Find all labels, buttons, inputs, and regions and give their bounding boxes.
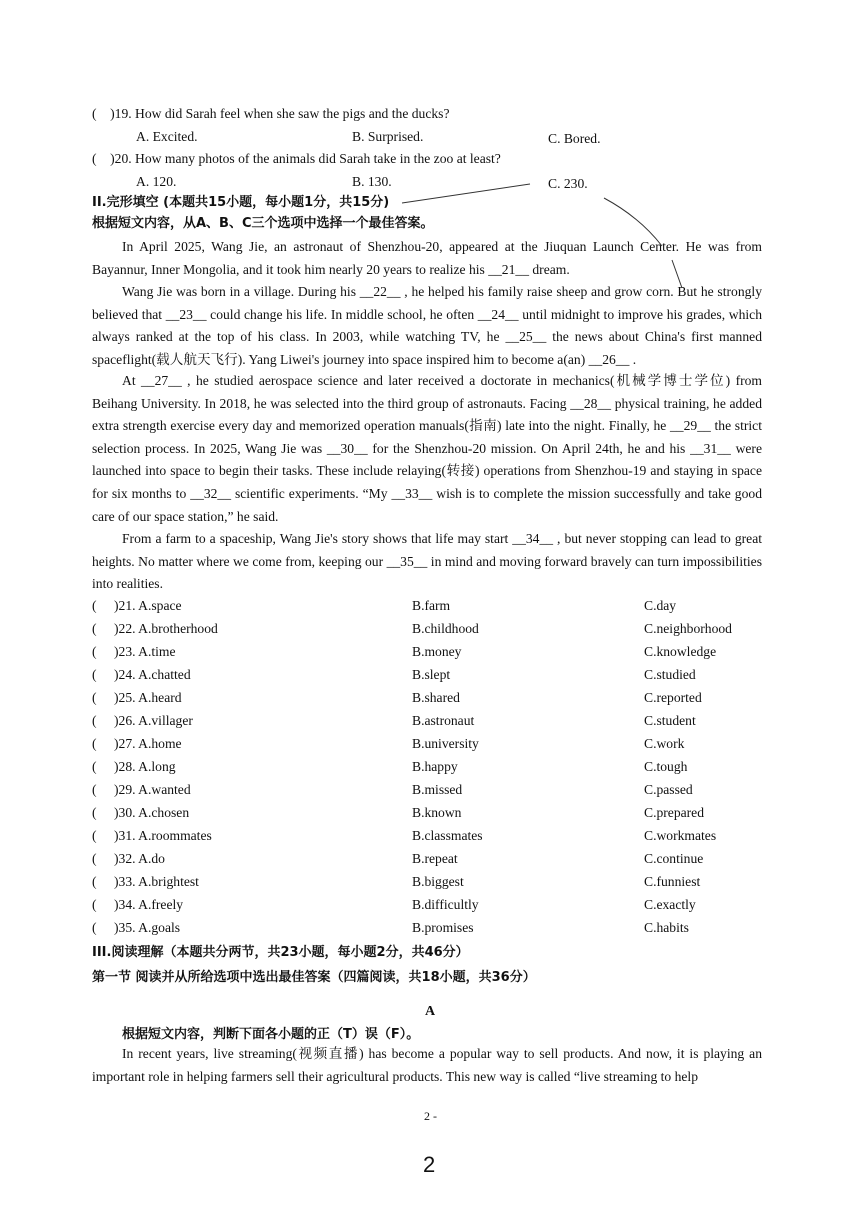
page-number: 2 xyxy=(423,1152,436,1177)
option-row-26: ( )26. A.villager B.astronaut C.student xyxy=(92,713,696,728)
question-19-stem: )19. How did Sarah feel when she saw the pigs and the ducks? xyxy=(110,106,450,121)
q19-option-a: A. Excited. xyxy=(136,129,198,144)
option-row-28: ( )28. A.long B.happy C.tough xyxy=(92,759,688,774)
option-row-29: ( )29. A.wanted B.missed C.passed xyxy=(92,782,693,797)
option-row-23: ( )23. A.time B.money C.knowledge xyxy=(92,644,717,659)
passage-paragraph-3: At __27__ , he studied aerospace science and later received a doctorate in mechanics(机械学博士学位) from Beihang University. In 2018, he was selected into the third group of astronauts. Facing __28__ physical training, he added extra strength exercise every day and memorized operation manuals(指南) late into the night. Finally, he __29__ the strict selection process. In 2025, Wang Jie was __30__ for the Shenzhou-20 mission. On April 24th, he and his __31__ were launched into space to begin their tasks. These include relaying(转接) operations from Shenzhou-19 and staying in space for six months to __32__ scientific experiments. “My __33__ wish is to complete the mission successfully and take good care of our space station,” he said. xyxy=(92,373,762,524)
option-row-27: ( )27. A.home B.university C.work xyxy=(92,736,685,751)
section-2-title: II.完形填空 (本题共15小题，每小题1分，共15分) xyxy=(92,195,390,210)
option-row-21: ( )21. A.space B.farm C.day xyxy=(92,598,677,613)
reading-a-paragraph: In recent years, live streaming(视频直播) has become a popular way to sell products. And now, it is playing an important role in helping farmers sell their agricultural products. This new way is called “live streaming to help xyxy=(92,1046,762,1084)
option-row-32: ( )32. A.do B.repeat C.continue xyxy=(92,851,704,866)
option-row-34: ( )34. A.freely B.difficultly C.exactly xyxy=(92,897,696,912)
question-19: ( )19. How did Sarah feel when she saw the pigs and the ducks? xyxy=(92,106,450,121)
option-row-33: ( )33. A.brightest B.biggest C.funniest xyxy=(92,874,701,889)
q19-option-b: B. Surprised. xyxy=(352,129,424,144)
section-3-part-1-title: 第一节 阅读并从所给选项中选出最佳答案（四篇阅读，共18小题，共36分） xyxy=(92,970,536,985)
option-row-30: ( )30. A.chosen B.known C.prepared xyxy=(92,805,705,820)
small-page-marker: 2 - xyxy=(424,1109,437,1123)
passage-paragraph-2: Wang Jie was born in a village. During his __22__ , he helped his family raise sheep and grow corn. But he strongly believed that __23__ could change his life. In middle school, he often __24__ until midnight to improve his grades, which always ranked at the top of his class. In 2003, while watching TV, he __25__ the news about China's first manned spaceflight(载人航天飞行). Yang Liwei's journey into space inspired him to become a(an) __26__ . xyxy=(92,284,762,367)
q20-option-a: A. 120. xyxy=(136,174,177,189)
section-3-instruction: 根据短文内容，判断下面各小题的正（T）误（F）。 xyxy=(122,1027,420,1042)
option-row-35: ( )35. A.goals B.promises C.habits xyxy=(92,920,689,935)
option-row-31: ( )31. A.roommates B.classmates C.workmates xyxy=(92,828,717,843)
question-20-stem: )20. How many photos of the animals did Sarah take in the zoo at least? xyxy=(110,151,501,166)
q20-option-c: C. 230. xyxy=(548,176,588,191)
passage-paragraph-4: From a farm to a spaceship, Wang Jie's story shows that life may start __34__ , but never stopping can lead to great heights. No matter where we come from, keeping our __35__ in mind and moving forward bravely can turn impossibilities into realities. xyxy=(92,531,762,592)
option-row-22: ( )22. A.brotherhood B.childhood C.neighborhood xyxy=(92,621,732,636)
q20-option-b: B. 130. xyxy=(352,174,392,189)
passage-paragraph-1: In April 2025, Wang Jie, an astronaut of Shenzhou-20, appeared at the Jiuquan Launch Center. He was from Bayannur, Inner Mongolia, and it took him nearly 20 years to realize his __21__ dream. xyxy=(92,239,762,277)
q19-option-c: C. Bored. xyxy=(548,131,601,146)
option-row-24: ( )24. A.chatted B.slept C.studied xyxy=(92,667,696,682)
option-row-25: ( )25. A.heard B.shared C.reported xyxy=(92,690,702,705)
passage-letter: A xyxy=(424,1004,436,1019)
section-2-instruction: 根据短文内容，从A、B、C三个选项中选择一个最佳答案。 xyxy=(92,216,434,231)
question-20: ( )20. How many photos of the animals did Sarah take in the zoo at least? xyxy=(92,151,501,166)
section-3-title: III.阅读理解（本题共分两节，共23小题，每小题2分，共46分） xyxy=(92,945,469,960)
